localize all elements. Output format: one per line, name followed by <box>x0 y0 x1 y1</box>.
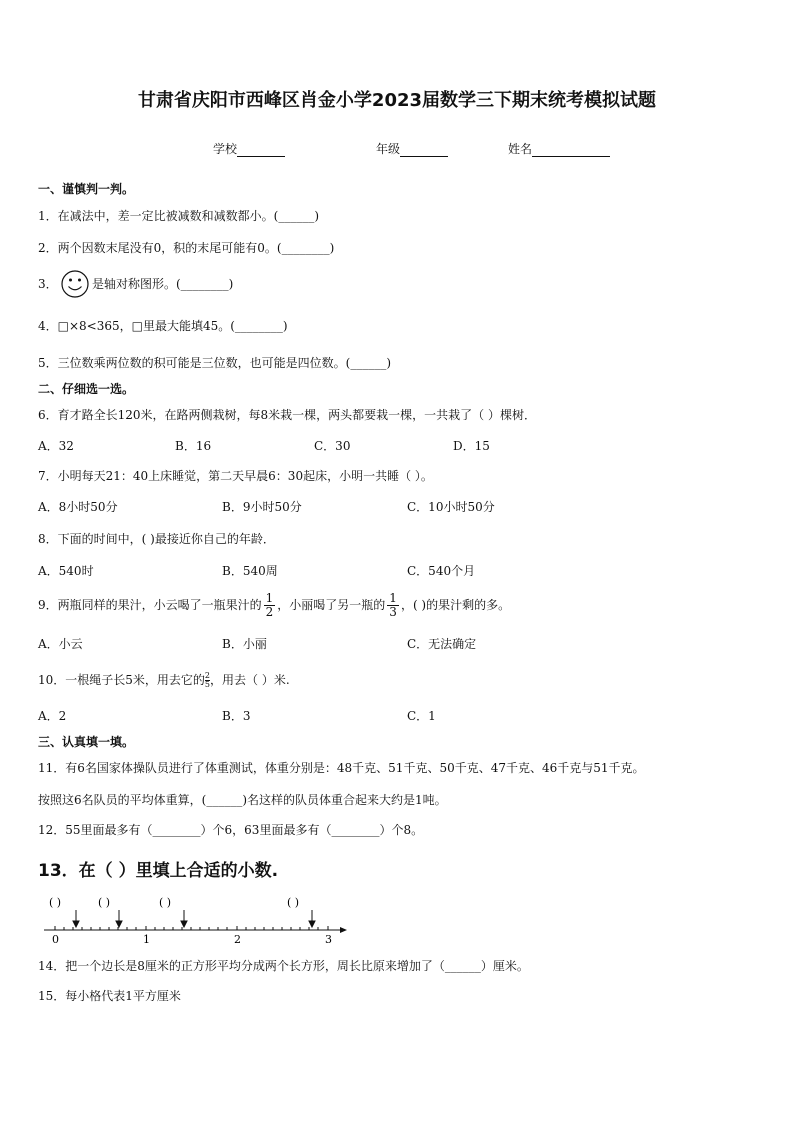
q8-option-a[interactable]: A．540时 <box>38 564 94 578</box>
question-3-text: 是轴对称图形。(________) <box>92 277 234 291</box>
q9-frac2-denominator: 3 <box>389 605 397 619</box>
tick-label-2: 2 <box>234 933 241 946</box>
number-line-bracket-2[interactable]: ( ) <box>98 896 111 909</box>
q10-text-b: ，用去（ ）米. <box>210 673 290 687</box>
tick-label-3: 3 <box>325 933 332 946</box>
school-blank[interactable] <box>237 143 285 157</box>
q6-option-d[interactable]: D．15 <box>453 439 490 453</box>
q10-text-a: 10．一根绳子长5米，用去它的 <box>38 673 205 687</box>
number-line-arrowhead <box>340 927 347 933</box>
q6-option-a[interactable]: A．32 <box>38 439 74 453</box>
number-line-bracket-3[interactable]: ( ) <box>159 896 172 909</box>
grade-field[interactable] <box>376 140 448 157</box>
q9-option-c[interactable]: C．无法确定 <box>407 637 477 651</box>
question-13: 13．在（ ）里填上合适的小数. <box>38 861 279 881</box>
question-10 <box>38 670 290 690</box>
grade-label: 年级 <box>376 142 401 156</box>
question-6: 6．育才路全长120米，在路两侧栽树，每8米栽一棵，两头都要栽一棵，一共栽了（ ）棵树． <box>38 408 536 422</box>
q10-option-a[interactable]: A．2 <box>38 709 67 723</box>
q10-option-b[interactable]: B．3 <box>222 709 251 723</box>
question-11-line2: 按照这6名队员的平均体重算，(______)名这样的队员体重合起来大约是1吨。 <box>38 793 447 807</box>
q10-option-c[interactable]: C．1 <box>407 709 436 723</box>
q7-option-c[interactable]: C．10小时50分 <box>407 500 495 514</box>
question-2: 2．两个因数末尾没有0，积的末尾可能有0。(________) <box>38 241 335 255</box>
number-line-bracket-1[interactable]: ( ) <box>49 896 62 909</box>
q9-frac1-denominator: 2 <box>265 605 274 619</box>
q9-frac2-numerator: 1 <box>389 591 397 605</box>
number-line-bracket-4[interactable]: ( ) <box>287 896 300 909</box>
question-8: 8．下面的时间中，( )最接近你自己的年龄． <box>38 532 275 546</box>
q6-option-b[interactable]: B．16 <box>175 439 212 453</box>
question-11-line1: 11．有6名国家体操队员进行了体重测试，体重分别是：48千克、51千克、50千克、47千克、46千克与51千克。 <box>38 761 645 775</box>
question-3-number: 3． <box>38 277 58 291</box>
number-line <box>36 892 356 948</box>
school-label: 学校 <box>213 142 238 156</box>
section3-heading: 三、认真填一填。 <box>38 735 135 749</box>
q10-frac-numerator: 2 <box>204 671 210 680</box>
q8-option-c[interactable]: C．540个月 <box>407 564 476 578</box>
q9-fraction-half <box>264 592 276 619</box>
q9-text-c: ，( )的果汁剩的多。 <box>400 598 511 612</box>
tick-label-1: 1 <box>143 933 150 946</box>
question-15: 15．每小格代表1平方厘米 <box>38 989 181 1003</box>
tick-label-0: 0 <box>52 933 59 946</box>
number-line-ticks <box>55 926 328 930</box>
q10-frac-denominator: 5 <box>204 680 210 689</box>
question-1: 1．在减法中，差一定比被减数和减数都小。(______) <box>38 209 319 223</box>
question-4: 4．□×8<365，□里最大能填45。(________) <box>38 319 288 333</box>
name-blank[interactable] <box>532 143 610 157</box>
question-5: 5．三位数乘两位数的积可能是三位数，也可能是四位数。(______) <box>38 356 392 370</box>
number-line-arrows <box>73 910 315 927</box>
page-title: 甘肃省庆阳市西峰区肖金小学2023届数学三下期末统考模拟试题 <box>137 90 657 111</box>
q7-option-a[interactable]: A．8小时50分 <box>38 500 118 514</box>
q7-option-b[interactable]: B．9小时50分 <box>222 500 302 514</box>
q9-frac1-numerator: 1 <box>265 591 274 605</box>
question-9 <box>38 590 510 620</box>
section1-heading: 一、谨慎判一判。 <box>38 182 135 196</box>
question-14: 14．把一个边长是8厘米的正方形平均分成两个长方形，周长比原来增加了（______）厘米。 <box>38 959 529 973</box>
name-label: 姓名 <box>508 142 533 156</box>
question-12: 12．55里面最多有（________）个6，63里面最多有（________）个8。 <box>38 823 424 837</box>
q6-option-c[interactable]: C．30 <box>314 439 351 453</box>
grade-blank[interactable] <box>400 143 448 157</box>
q9-text-b: ，小丽喝了另一瓶的 <box>277 598 386 612</box>
q9-fraction-third <box>387 592 399 619</box>
smiley-face-icon <box>60 269 90 299</box>
q9-text-a: 9．两瓶同样的果汁，小云喝了一瓶果汁的 <box>38 598 262 612</box>
q9-option-a[interactable]: A．小云 <box>38 637 83 651</box>
q8-option-b[interactable]: B．540周 <box>222 564 278 578</box>
question-7: 7．小明每天21：40上床睡觉，第二天早晨6：30起床，小明一共睡（ ）。 <box>38 469 433 483</box>
q9-option-b[interactable]: B．小丽 <box>222 637 267 651</box>
school-field[interactable] <box>213 140 285 157</box>
section2-heading: 二、仔细选一选。 <box>38 382 135 396</box>
name-field[interactable] <box>508 140 610 157</box>
